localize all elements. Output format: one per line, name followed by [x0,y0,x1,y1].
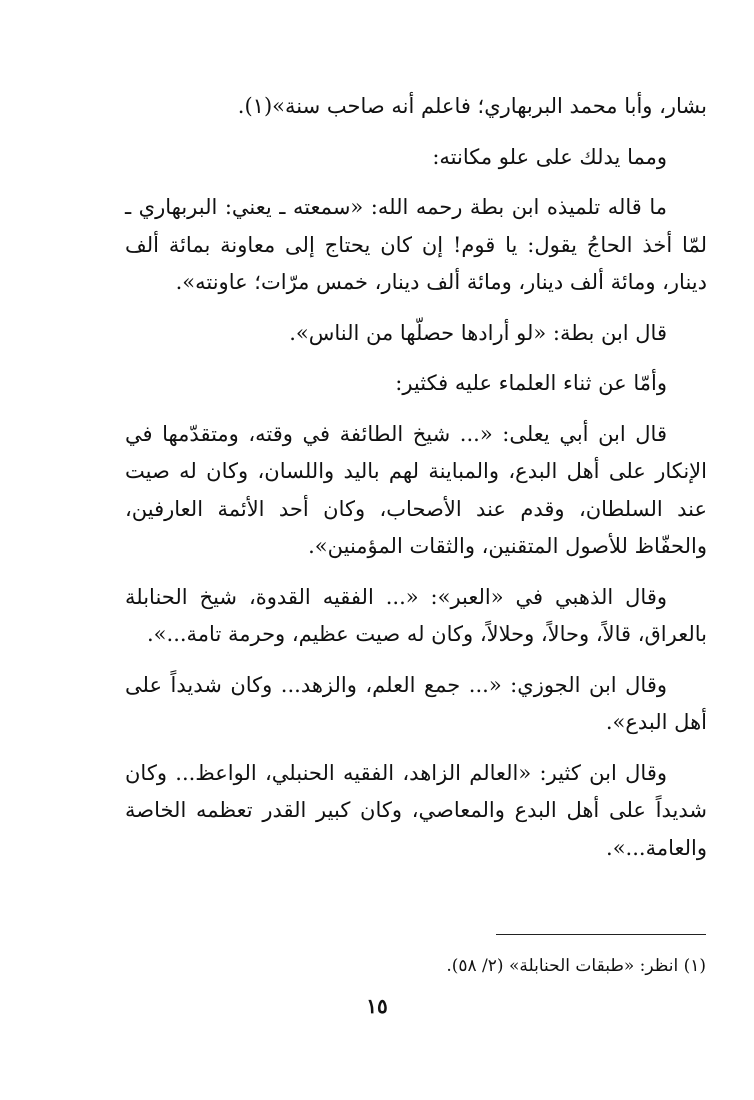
footnote-divider [496,934,706,935]
paragraph-5: وأمّا عن ثناء العلماء عليه فكثير: [395,371,667,395]
paragraph-2: ومما يدلك على علو مكانته: [432,144,667,169]
paragraph-3: ما قاله تلميذه ابن بطة رحمه الله: «سمعته ـ يعني: البربهاري ـ لمّا أخذ الحاجُ يقول: يا قوم! إن كان يحتاج إلى معاونة بمائة ألف دينار، ومائة ألف دينار، ومائة ألف دينار، خمس مرّات؛ عاونته». [125,195,707,294]
paragraph-1: بشار، وأبا محمد البربهاري؛ فاعلم أنه صاحب سنة»(١). [237,94,707,118]
paragraph-7: وقال الذهبي في «العبر»: «... الفقيه القدوة، شيخ الحنابلة بالعراق، قالاً، وحالاً، وحلالاً، وكان له صيت عظيم، وحرمة تامة...». [125,584,707,646]
paragraph-6: قال ابن أبي يعلى: «... شيخ الطائفة في وقته، ومتقدّمها في الإنكار على أهل البدع، والمباينة لهم باليد واللسان، وكان له صيت عند السلطان، وقدم عند الأصحاب، وكان أحد الأئمة العارفين، والحفّاظ للأصول المتقنين، والثقات المؤمنين». [125,421,707,558]
main-text [125,88,707,867]
footnote: (١) انظر: «طبقات الحنابلة» (٢/ ٥٨). [446,956,706,976]
paragraph-8: وقال ابن الجوزي: «... جمع العلم، والزهد... وكان شديداً على أهل البدع». [125,672,707,734]
paragraph-4: قال ابن بطة: «لو أرادها حصلّها من الناس». [289,320,667,345]
page-number: ١٥ [366,994,388,1018]
paragraph-9: وقال ابن كثير: «العالم الزاهد، الفقيه الحنبلي، الواعظ... وكان شديداً على أهل البدع والمعاصي، وكان كبير القدر تعظمه الخاصة والعامة...». [125,760,707,860]
